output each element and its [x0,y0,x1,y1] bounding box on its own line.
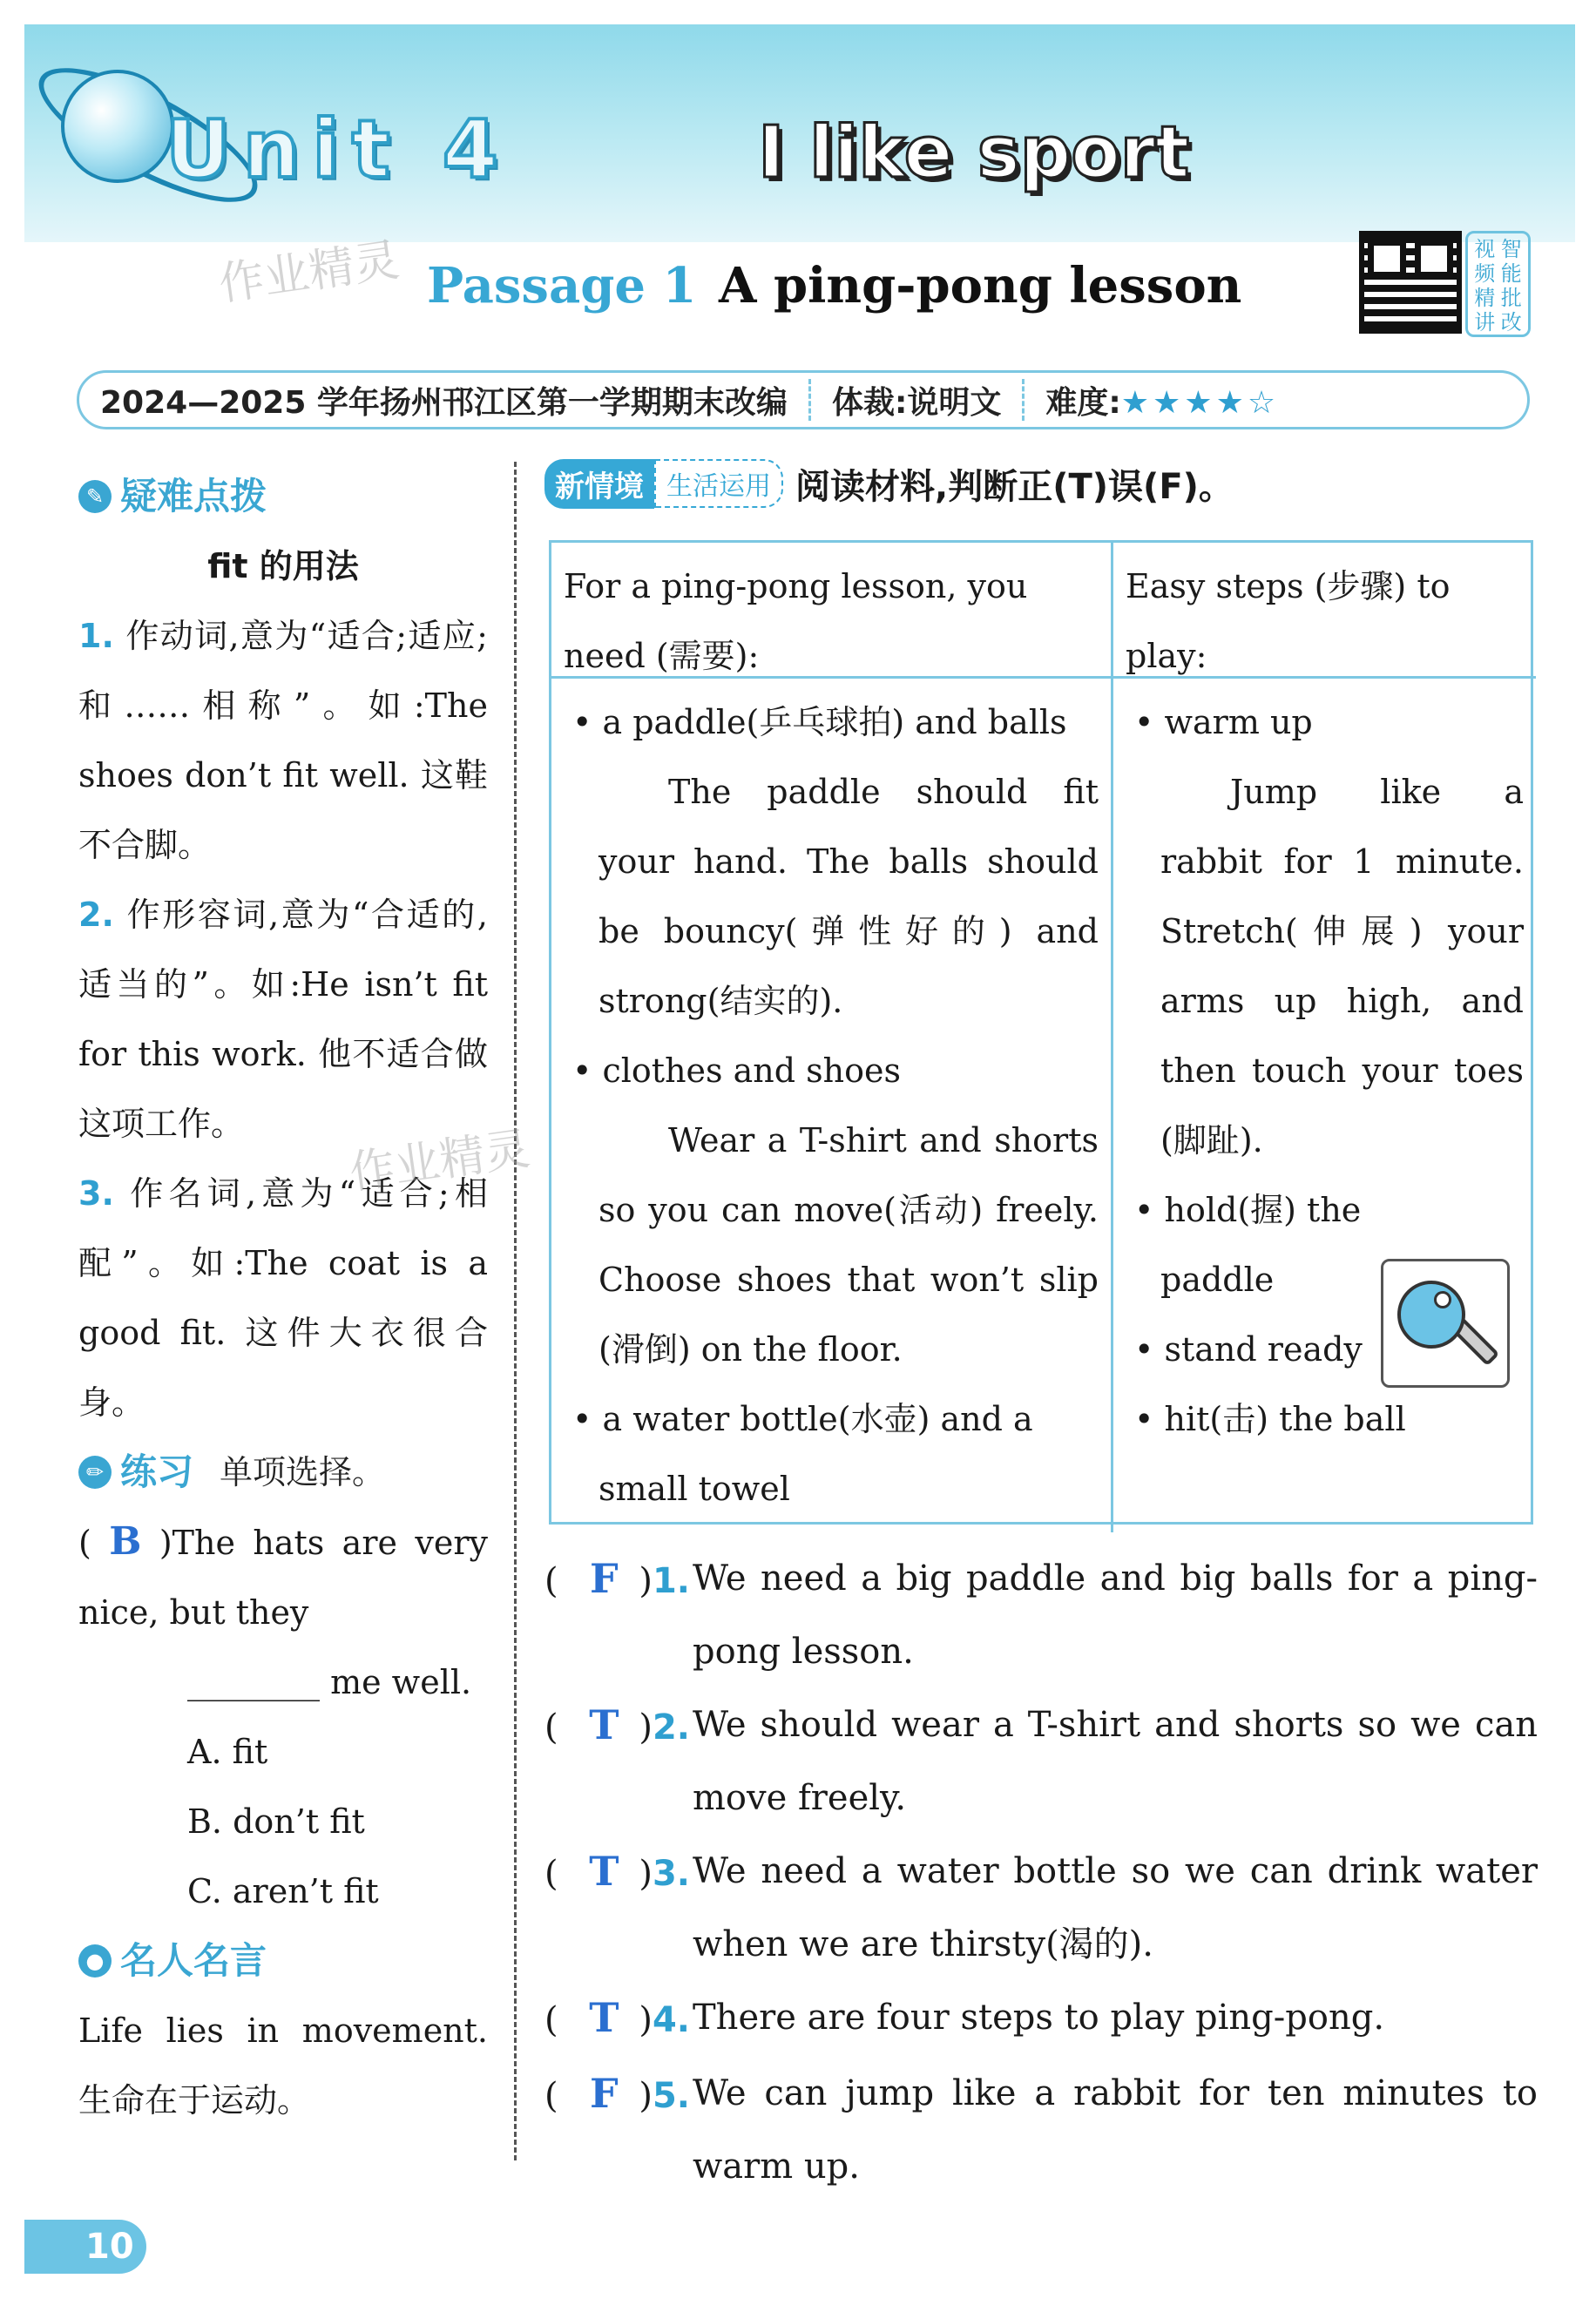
point-text: 作名词,意为“适合;相配”。如:The coat is a good fit. 这件大衣很合身。 [78,1174,488,1422]
tip-point [78,880,488,1159]
list-item: • hit(击) the ball [1134,1400,1406,1438]
option: A. fit [187,1733,268,1771]
qr-label: 精 [1474,286,1496,310]
task-instruction: 阅读材料,判断正(T)误(F)。 [795,466,1234,507]
qr-label: 频 [1474,261,1496,286]
question-item: ( T )2. We should wear a T-shirt and shorts so we can move freely. [544,1688,1538,1835]
question-text: We need a big paddle and big balls for a ping-pong lesson. [693,1558,1538,1672]
practice-answer: B [109,1519,142,1564]
question-number: 5. [652,2076,690,2116]
practice-question: ( B )The hats are very nice, but they [78,1519,488,1632]
question-item: ( T )4. There are four steps to play ping-pong. [544,1981,1538,2057]
tip-point [78,601,488,880]
list-item: • a water bottle(水壶) and a small towel [572,1400,1033,1508]
section-tips-title: 疑难点拨 [120,475,267,517]
question-number: 3. [652,1854,690,1894]
list-item: • hold(握) the paddle [1134,1191,1362,1299]
table-body-right [1113,679,1536,1532]
planet-icon [61,70,174,183]
point-text: 作形容词,意为“合适的,适当的”。如:He isn’t fit for this work. 他不适合做这项工作。 [78,896,488,1143]
section-quote-title: 名人名言 [120,1939,267,1982]
practice-question-text: )The hats are very nice, but they [78,1524,488,1632]
column-divider [514,462,517,2160]
context-tag-2: 生活运用 [654,459,783,508]
qr-label: 批 [1500,286,1522,310]
list-item: • stand ready [1134,1330,1363,1369]
context-tag: 新情境 [544,459,654,509]
point-number: 2. [78,896,114,934]
question-item: ( F )1. We need a big paddle and big balls for a ping-pong lesson. [544,1542,1538,1688]
section-quote-heading [78,1926,488,1996]
watermark: 作业精灵 [215,233,402,312]
pencil-icon: ✏ [78,1456,112,1489]
table-head-right: Easy steps (步骤) to play: [1113,543,1536,679]
qr-code-icon[interactable] [1359,231,1462,334]
info-bar [77,370,1530,429]
subtitle: fit 的用法 [207,547,359,585]
section-practice-heading [78,1437,488,1507]
list-item: • clothes and shoes [572,1051,901,1090]
question-number: 4. [652,2000,690,2040]
answer: T [589,1848,619,1895]
difficulty-stars-icon: ★★★★☆ [1120,384,1280,421]
question-number: 2. [652,1707,690,1748]
difficulty [1025,378,1300,423]
passage-title: A ping-pong lesson [719,257,1242,314]
passage-label: Passage 1 [427,257,697,314]
quote-text: Life lies in movement. 生命在于运动。 [78,2011,488,2120]
section-tips-heading [78,462,488,531]
qr-label: 视 [1474,237,1496,261]
left-column [78,462,488,2135]
question-text: There are four steps to play ping-pong. [693,1998,1385,2038]
list-item-detail: Wear a T-shirt and shorts so you can move(活动) freely. Choose shoes that won’t slip (滑倒) on the floor. [598,1121,1099,1369]
question-text: We can jump like a rabbit for ten minutes to warm up. [693,2073,1538,2187]
qr-label: 智 [1500,237,1522,261]
table-head-left: For a ping-pong lesson, you need (需要): [551,543,1113,679]
watermark: 作业精灵 [346,1122,533,1200]
list-item: • a paddle(乒乓球拍) and balls [572,703,1067,741]
paddle-head [1397,1281,1465,1349]
pen-icon: ✎ [78,480,112,513]
answer: T [589,1994,619,2041]
answer: F [589,1555,619,1602]
qr-label: 能 [1500,261,1522,286]
genre-text: 体裁:说明文 [831,384,1002,421]
question-item: ( F )5. We can jump like a rabbit for ten minutes to warm up. [544,2057,1538,2203]
option: B. don’t fit [187,1802,365,1841]
question-text: We need a water bottle so we can drink water when we are thirsty(渴的). [693,1851,1538,1964]
question-item: ( T )3. We need a water bottle so we can drink water when we are thirsty(渴的). [544,1835,1538,1981]
list-item-detail: The paddle should fit your hand. The balls should be bouncy(弹性好的) and strong(结实的). [598,773,1099,1020]
practice-task: 单项选择。 [220,1453,386,1491]
task-heading [544,462,1538,505]
answer: F [589,2070,619,2117]
qr-labels [1465,231,1531,337]
source-text: 2024—2025 学年扬州邗江区第一学期期末改编 [100,384,788,421]
option: C. aren’t fit [187,1872,379,1910]
point-number: 1. [78,617,114,655]
list-item-detail: Jump like a rabbit for 1 minute. Stretch(伸展) your arms up high, and then touch your toes (脚趾). [1160,773,1524,1160]
ball-icon [1434,1291,1451,1308]
question-text: We should wear a T-shirt and shorts so we can move freely. [693,1705,1538,1818]
difficulty-label: 难度: [1045,384,1121,421]
answer: T [589,1701,619,1748]
qr-label: 改 [1500,310,1522,335]
section-practice-title: 练习 [120,1450,194,1493]
page-title: I like sport [758,112,1190,194]
right-column [544,462,1538,2187]
list-item: • warm up [1134,703,1313,741]
unit-title: Unit 4 [166,103,511,196]
table-body-left [551,679,1113,1532]
tip-point [78,1159,488,1437]
questions [544,1542,1538,2203]
ping-pong-paddle-icon [1381,1259,1510,1388]
practice-blank: ________ me well. [187,1663,472,1701]
point-text: 作动词,意为“适合;适应;和……相称”。如:The shoes don’t fit well. 这鞋不合脚。 [78,617,488,864]
qr-label: 讲 [1474,310,1496,335]
page-number: 10 [24,2220,146,2274]
point-number: 3. [78,1174,114,1213]
question-number: 1. [652,1561,690,1601]
person-icon: ● [78,1944,112,1978]
